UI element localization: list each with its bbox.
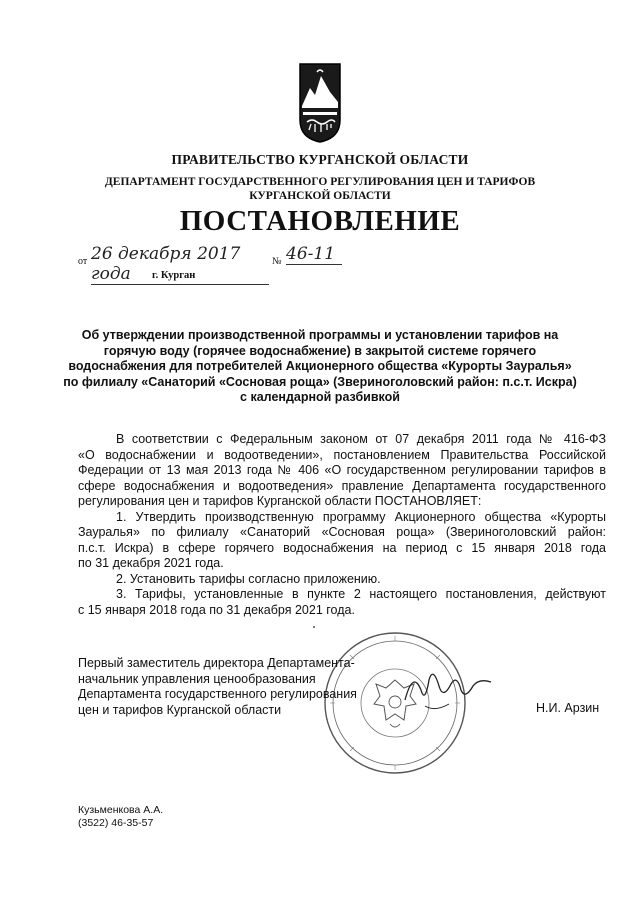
body-line: «О водоснабжении и водоотведении», постановлением Правительства Российской [78, 447, 606, 462]
body-line: 2. Установить тарифы согласно приложению. [116, 571, 381, 586]
signer-position-line: Департамента государственного регулирования [78, 687, 357, 701]
signer-position-line: Первый заместитель директора Департамента- [78, 656, 355, 670]
executor-info [78, 804, 163, 830]
subject-line: Об утверждении производственной программы и установлении тарифов на [81, 328, 559, 342]
number-prefix: № [272, 256, 282, 267]
signer-position-line: цен и тарифов Курганской области [78, 702, 282, 717]
signer-name: Н.И. Арзин [536, 701, 600, 715]
executor-phone: (3522) 46-35-57 [78, 817, 154, 829]
body-line: Зауралья» по филиалу «Санаторий «Сосновая роща» (Звериноголовский район: [78, 525, 606, 539]
stray-mark [313, 626, 315, 628]
handwritten-number: 46-11 [286, 244, 342, 265]
body-line: регулирования цен и тарифов Курганской области ПОСТАНОВЛЯЕТ: [78, 494, 482, 508]
government-title: ПРАВИТЕЛЬСТВО КУРГАНСКОЙ ОБЛАСТИ [171, 152, 469, 167]
document-type-heading: ПОСТАНОВЛЕНИЕ [179, 205, 461, 237]
body-line: с 15 января 2018 года по 31 декабря 2021 года. [78, 602, 355, 617]
body-line: Федерации от 13 мая 2013 года № 406 «О государственном регулировании тарифов в [78, 463, 606, 477]
subject-line: с календарной разбивкой [240, 390, 400, 404]
body-line: 3. Тарифы, установленные в пункте 2 настоящего постановления, действуют [116, 587, 606, 601]
subject-line: горячую воду (горячее водоснабжение) в закрытой системе горячего [103, 343, 537, 358]
coat-of-arms-emblem [297, 62, 343, 144]
signer-position [78, 656, 357, 718]
subject-line: водоснабжения для потребителей Акционерного общества «Курорты Зауралья» [68, 359, 572, 373]
body-line: В соответствии с Федеральным законом от 07 декабря 2011 года № 416-ФЗ [116, 432, 606, 446]
document-body [78, 432, 606, 618]
date-prefix: от [78, 256, 88, 267]
signer-position-line: начальник управления ценообразования [78, 671, 316, 686]
document-subject [60, 328, 580, 406]
body-line: по 31 декабря 2021 года. [78, 556, 224, 570]
body-line: сфере водоснабжения и водоотведения» правление Департамента государственного [78, 478, 606, 493]
body-line: п.с.т. Искра) в сфере горячего водоснабжения на период с 15 января 2018 года [78, 540, 606, 555]
handwritten-date: 26 декабря 2017 года [91, 244, 269, 285]
city-label: г. Курган [152, 270, 196, 281]
handwritten-signature [395, 660, 495, 720]
subject-line: по филиалу «Санаторий «Сосновая роща» (Звериноголовский район: п.с.т. Искра) [63, 374, 577, 389]
body-line: 1. Утвердить производственную программу Акционерного общества «Курорты [116, 509, 606, 524]
department-title-line2: КУРГАНСКОЙ ОБЛАСТИ [249, 190, 391, 202]
department-title-line1: ДЕПАРТАМЕНТ ГОСУДАРСТВЕННОГО РЕГУЛИРОВАНИЯ ЦЕН И ТАРИФОВ [104, 176, 536, 188]
executor-name: Кузьменкова А.А. [78, 804, 164, 816]
